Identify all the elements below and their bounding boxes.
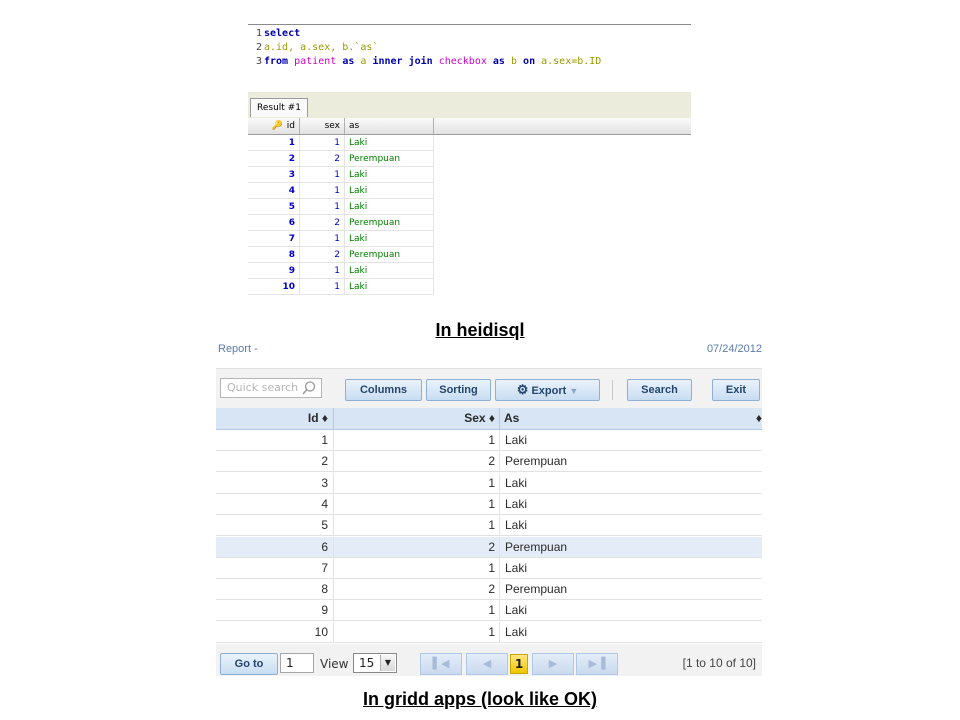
table-cell[interactable]: 4 (216, 494, 334, 515)
table-cell[interactable]: 1 (300, 279, 345, 295)
table-cell[interactable]: Laki (345, 279, 434, 295)
table-row[interactable] (216, 537, 762, 558)
table-cell[interactable]: 1 (300, 231, 345, 247)
sql-token: checkbox (438, 56, 487, 67)
table-cell[interactable]: 1 (334, 473, 500, 494)
heidisql-grid-header (248, 118, 691, 135)
table-cell[interactable]: 8 (216, 579, 334, 600)
report-date: 07/24/2012 (706, 343, 762, 355)
table-cell[interactable]: 1 (300, 167, 345, 183)
current-page-indicator[interactable]: 1 (510, 654, 528, 674)
table-row[interactable] (248, 215, 434, 231)
table-row[interactable] (248, 167, 434, 183)
table-cell[interactable]: 1 (334, 600, 500, 621)
gridd-grid-header (216, 408, 762, 430)
sql-editor[interactable] (248, 24, 691, 93)
table-cell[interactable]: Laki (345, 135, 434, 151)
first-page-icon: ▌◀ (432, 657, 450, 670)
table-cell[interactable]: Perempuan (345, 247, 434, 263)
table-cell[interactable]: 1 (334, 622, 500, 643)
first-page-button[interactable] (420, 653, 462, 675)
sql-token: a.sex=b.ID (541, 56, 602, 67)
table-cell[interactable]: Laki (505, 603, 528, 618)
column-header-as[interactable]: as (345, 118, 434, 134)
table-cell[interactable]: 1 (300, 183, 345, 199)
table-row[interactable] (248, 263, 434, 279)
table-cell[interactable]: 1 (300, 135, 345, 151)
sql-token: b (510, 56, 518, 67)
export-button[interactable]: ⚙ Export ▼ (495, 379, 600, 401)
table-row[interactable] (248, 247, 434, 263)
table-cell[interactable]: Perempuan (345, 215, 434, 231)
table-row[interactable] (248, 199, 434, 215)
table-row[interactable] (248, 183, 434, 199)
column-header-as[interactable]: As ♦ (500, 408, 762, 429)
sql-token: a.id, a.sex, b.`as` (264, 42, 379, 53)
table-cell[interactable]: 1 (300, 263, 345, 279)
table-cell[interactable]: 4 (248, 183, 300, 199)
last-page-icon: ▶▐ (588, 657, 606, 670)
table-row[interactable] (216, 451, 762, 472)
sorting-button[interactable]: Sorting (426, 379, 491, 401)
table-cell[interactable]: Perempuan (505, 454, 568, 469)
table-row[interactable] (216, 622, 762, 643)
table-cell[interactable]: 1 (300, 199, 345, 215)
sql-line-3: 3 from patient as a inner join checkbox as b on a.sex=b.ID (255, 56, 602, 67)
sql-token: patient (294, 56, 337, 67)
toolbar (216, 368, 762, 409)
table-cell[interactable]: Laki (505, 475, 528, 490)
table-cell[interactable]: Laki (345, 167, 434, 183)
goto-button[interactable]: Go to (220, 653, 278, 675)
table-row[interactable] (216, 558, 762, 579)
table-cell[interactable]: Perempuan (345, 151, 434, 167)
table-cell[interactable]: Laki (345, 199, 434, 215)
sql-token: as (492, 56, 505, 67)
table-cell[interactable]: 10 (216, 622, 334, 643)
table-cell[interactable]: 2 (334, 579, 500, 600)
table-cell[interactable]: Laki (505, 624, 528, 639)
gear-icon: ⚙ (516, 382, 529, 397)
table-cell[interactable]: 6 (216, 537, 334, 558)
column-header-id[interactable]: Id ♦ (216, 408, 334, 429)
column-header-sex[interactable]: Sex ♦ (334, 408, 500, 429)
table-cell[interactable]: 2 (300, 247, 345, 263)
next-page-icon: ▶ (548, 657, 558, 670)
table-row[interactable] (248, 279, 434, 295)
primary-key-icon: 🔑 (271, 121, 283, 131)
table-cell[interactable]: 7 (248, 231, 300, 247)
table-cell[interactable]: 3 (216, 473, 334, 494)
toolbar-separator (612, 380, 613, 400)
table-cell[interactable]: 8 (248, 247, 300, 263)
table-cell[interactable]: Laki (505, 433, 528, 447)
table-cell[interactable]: 3 (248, 167, 300, 183)
search-icon (301, 380, 317, 396)
table-row[interactable] (216, 579, 762, 600)
report-title: Report - (218, 343, 258, 355)
table-cell[interactable]: 9 (216, 600, 334, 621)
sql-token: select (264, 28, 301, 39)
tab-result-1[interactable]: Result #1 (250, 98, 308, 117)
sql-token: from (264, 56, 289, 67)
columns-button[interactable]: Columns (345, 379, 422, 401)
heidisql-window (248, 24, 691, 296)
gridd-app (216, 340, 762, 676)
quick-search-input[interactable]: Quick search (220, 378, 322, 398)
column-header-sex[interactable]: sex (300, 118, 345, 134)
sql-token: inner join (372, 56, 433, 67)
table-cell[interactable]: 1 (248, 135, 300, 151)
caption-heidisql: In heidisql (435, 320, 525, 340)
chevron-down-icon: ▼ (569, 386, 579, 396)
table-cell[interactable]: 1 (216, 430, 334, 451)
table-cell[interactable]: Laki (505, 560, 528, 575)
sql-line-2: 2 a.id, a.sex, b.`as` (255, 42, 379, 53)
table-cell[interactable]: Laki (505, 496, 528, 511)
table-cell[interactable]: 6 (248, 215, 300, 231)
table-cell[interactable]: 2 (334, 451, 500, 472)
table-cell[interactable]: Perempuan (505, 582, 568, 597)
table-cell[interactable]: 1 (334, 515, 500, 536)
table-cell[interactable]: 5 (216, 515, 334, 536)
table-row[interactable] (216, 600, 762, 621)
view-label: View (320, 657, 349, 671)
pager (216, 644, 762, 676)
table-cell[interactable]: Laki (505, 518, 528, 533)
sql-token: on (523, 56, 536, 67)
table-row[interactable] (216, 430, 762, 451)
column-header-id[interactable]: 🔑 id (248, 118, 300, 134)
dropdown-arrow-icon: ▼ (380, 655, 395, 671)
table-cell[interactable]: Perempuan (505, 539, 568, 554)
prev-page-button[interactable] (466, 653, 508, 675)
table-cell[interactable]: 1 (334, 430, 500, 451)
table-cell[interactable]: Laki (345, 183, 434, 199)
sql-token: a (360, 56, 367, 67)
table-cell[interactable]: 1 (334, 494, 500, 515)
prev-page-icon: ◀ (482, 657, 492, 670)
table-cell[interactable]: 1 (334, 558, 500, 579)
table-row[interactable] (216, 515, 762, 536)
table-cell[interactable]: 2 (300, 215, 345, 231)
sort-icon: ♦ (755, 411, 762, 425)
table-cell[interactable]: 2 (334, 537, 500, 558)
table-cell[interactable]: Laki (345, 231, 434, 247)
table-cell[interactable]: 10 (248, 279, 300, 295)
table-row[interactable] (216, 494, 762, 515)
page-info: [1 to 10 of 10] (682, 656, 756, 670)
caption-gridd: In gridd apps (look like OK) (362, 689, 598, 709)
table-cell[interactable]: 7 (216, 558, 334, 579)
page-size-select[interactable]: 15 ▼ (353, 653, 397, 673)
table-cell[interactable]: 2 (216, 451, 334, 472)
table-cell[interactable]: Laki (345, 263, 434, 279)
table-row[interactable] (248, 151, 434, 167)
table-row[interactable] (216, 473, 762, 494)
table-cell[interactable]: 2 (248, 151, 300, 167)
table-cell[interactable]: 2 (300, 151, 345, 167)
page-number-input[interactable]: 1 (280, 653, 314, 673)
sql-token: as (342, 56, 355, 67)
table-cell[interactable]: 9 (248, 263, 300, 279)
exit-button[interactable]: Exit (712, 379, 760, 401)
last-page-button[interactable] (576, 653, 618, 675)
search-button[interactable]: Search (627, 379, 692, 401)
table-row[interactable] (248, 135, 434, 151)
table-cell[interactable]: 5 (248, 199, 300, 215)
table-row[interactable] (248, 231, 434, 247)
next-page-button[interactable] (532, 653, 574, 675)
sql-line-1: 1 select (255, 28, 301, 39)
